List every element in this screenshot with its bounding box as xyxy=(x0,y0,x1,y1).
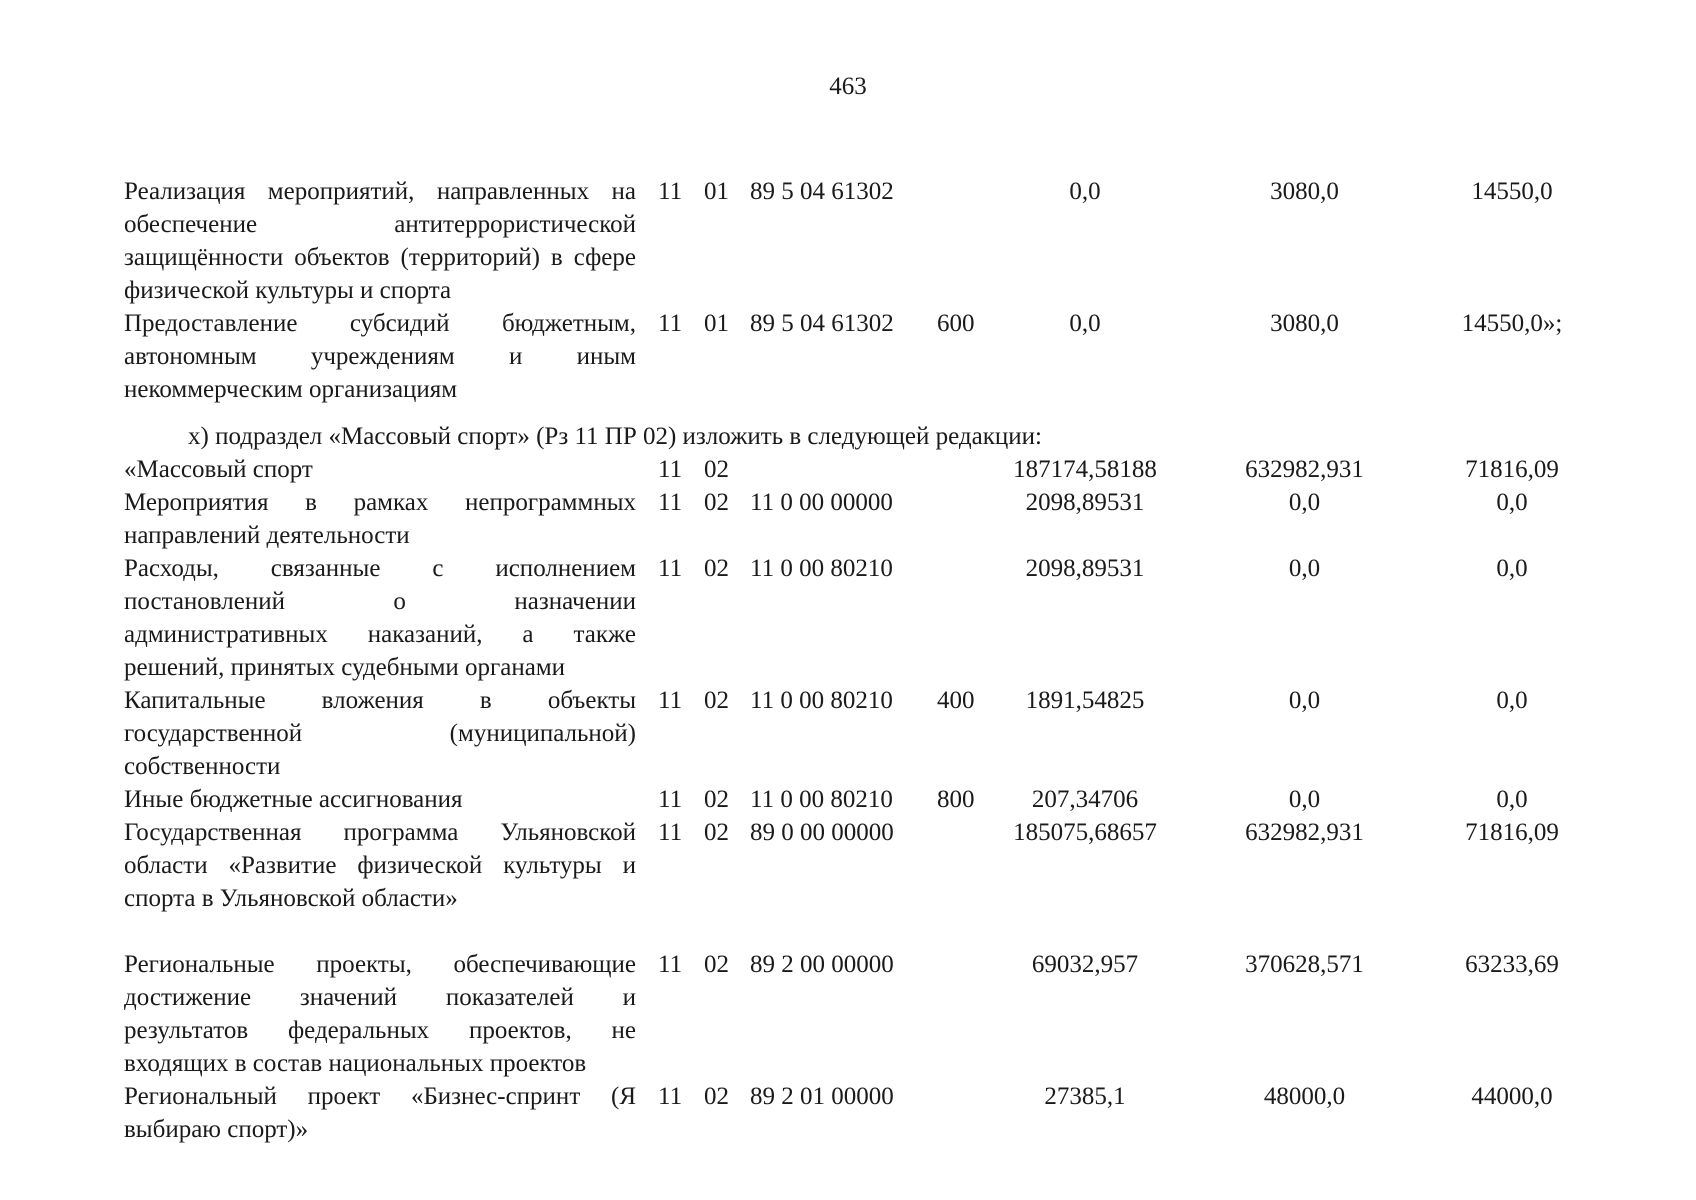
pr-code: 02 xyxy=(704,1083,729,1110)
pr-code: 02 xyxy=(704,819,729,846)
cs-code: 89 5 04 61302 xyxy=(750,310,894,337)
pr-code: 02 xyxy=(704,786,729,813)
amount-year-2: 632982,931 xyxy=(1245,456,1364,483)
cs-code: 11 0 00 80210 xyxy=(750,687,893,714)
amount-year-2: 0,0 xyxy=(1288,489,1321,516)
amount-year-3: 44000,0 xyxy=(1471,1083,1553,1110)
page-number: 463 xyxy=(829,73,867,100)
table-row xyxy=(0,307,1696,406)
cs-code: 11 0 00 80210 xyxy=(750,786,893,813)
amount-year-2: 632982,931 xyxy=(1245,819,1364,846)
amount-year-1: 185075,68657 xyxy=(1013,819,1157,846)
rz-code: 11 xyxy=(658,456,683,483)
row-description: Предоставление субсидий бюджетным, автономным учреждениям и иным некоммерческим организациям xyxy=(124,310,636,403)
amount-year-3: 71816,09 xyxy=(1465,456,1559,483)
vr-code: 800 xyxy=(937,786,975,813)
rz-code: 11 xyxy=(658,1083,683,1110)
amount-year-1: 27385,1 xyxy=(1044,1083,1126,1110)
amendment-instruction: х) подраздел «Массовый спорт» (Рз 11 ПР 02) изложить в следующей редакции: xyxy=(188,423,1042,450)
rz-code: 11 xyxy=(658,786,683,813)
rz-code: 11 xyxy=(658,178,683,205)
rz-code: 11 xyxy=(658,687,683,714)
cs-code: 89 0 00 00000 xyxy=(750,819,894,846)
row-description: Расходы, связанные с исполнением постановлений о назначении административных наказаний, а также решений, принятых судебными органами xyxy=(124,555,636,681)
amount-year-3: 0,0 xyxy=(1496,786,1528,813)
rz-code: 11 xyxy=(658,310,683,337)
pr-code: 02 xyxy=(704,687,729,714)
pr-code: 01 xyxy=(704,178,729,205)
amount-year-2: 370628,571 xyxy=(1245,951,1364,978)
vr-code: 600 xyxy=(937,310,975,337)
cs-code: 11 0 00 00000 xyxy=(750,489,893,516)
table-row xyxy=(0,1080,1696,1146)
amount-year-1: 207,34706 xyxy=(1031,786,1139,813)
table-row xyxy=(0,684,1696,783)
cs-code: 89 2 00 00000 xyxy=(750,951,894,978)
amount-year-1: 187174,58188 xyxy=(1013,456,1157,483)
amount-year-3: 0,0 xyxy=(1496,489,1528,516)
row-description: Капитальные вложения в объекты государственной (муниципальной) собственности xyxy=(124,687,636,780)
amount-year-1: 2098,89531 xyxy=(1025,489,1145,516)
amount-year-2: 0,0 xyxy=(1288,786,1321,813)
cs-code: 89 5 04 61302 xyxy=(750,178,894,205)
table-row xyxy=(0,453,1696,486)
amount-year-2: 0,0 xyxy=(1288,687,1321,714)
amount-year-3: 0,0 xyxy=(1496,555,1528,582)
amount-year-2: 0,0 xyxy=(1288,555,1321,582)
vr-code: 400 xyxy=(937,687,975,714)
amount-year-2: 3080,0 xyxy=(1270,310,1339,337)
amount-year-3: 0,0 xyxy=(1496,687,1528,714)
pr-code: 02 xyxy=(704,489,729,516)
amount-year-3: 71816,09 xyxy=(1465,819,1559,846)
row-description: Региональные проекты, обеспечивающие достижение значений показателей и результатов федеральных проектов, не входящих в состав национальных проектов xyxy=(124,951,636,1077)
table-row xyxy=(0,948,1696,1080)
amount-year-3: 14550,0 xyxy=(1471,178,1553,205)
rz-code: 11 xyxy=(658,555,683,582)
rz-code: 11 xyxy=(658,951,683,978)
amount-year-3: 14550,0»; xyxy=(1461,310,1563,337)
amount-year-3: 63233,69 xyxy=(1465,951,1559,978)
row-description: «Массовый спорт xyxy=(124,456,313,483)
pr-code: 02 xyxy=(704,456,729,483)
table-row xyxy=(0,486,1696,552)
row-description: Реализация мероприятий, направленных на обеспечение антитеррористической защищённости объектов (территорий) в сфере физической культуры и спорта xyxy=(124,178,636,304)
table-row xyxy=(0,783,1696,816)
row-description: Мероприятия в рамках непрограммных направлений деятельности xyxy=(124,489,636,549)
rz-code: 11 xyxy=(658,819,683,846)
table-row xyxy=(0,552,1696,684)
amount-year-1: 1891,54825 xyxy=(1025,687,1145,714)
pr-code: 01 xyxy=(704,310,729,337)
pr-code: 02 xyxy=(704,951,729,978)
amount-year-1: 2098,89531 xyxy=(1025,555,1145,582)
cs-code: 89 2 01 00000 xyxy=(750,1083,894,1110)
pr-code: 02 xyxy=(704,555,729,582)
amount-year-1: 0,0 xyxy=(1069,310,1101,337)
rz-code: 11 xyxy=(658,489,683,516)
cs-code: 11 0 00 80210 xyxy=(750,555,893,582)
row-description: Государственная программа Ульяновской области «Развитие физической культуры и спорта в Ульяновской области» xyxy=(124,819,636,912)
row-description: Региональный проект «Бизнес-спринт (Я выбираю спорт)» xyxy=(124,1083,636,1143)
row-description: Иные бюджетные ассигнования xyxy=(124,786,463,813)
table-row xyxy=(0,175,1696,307)
amount-year-1: 69032,957 xyxy=(1031,951,1139,978)
table-row xyxy=(0,816,1696,948)
amount-year-2: 3080,0 xyxy=(1270,178,1339,205)
amount-year-1: 0,0 xyxy=(1069,178,1101,205)
amount-year-2: 48000,0 xyxy=(1263,1083,1346,1110)
